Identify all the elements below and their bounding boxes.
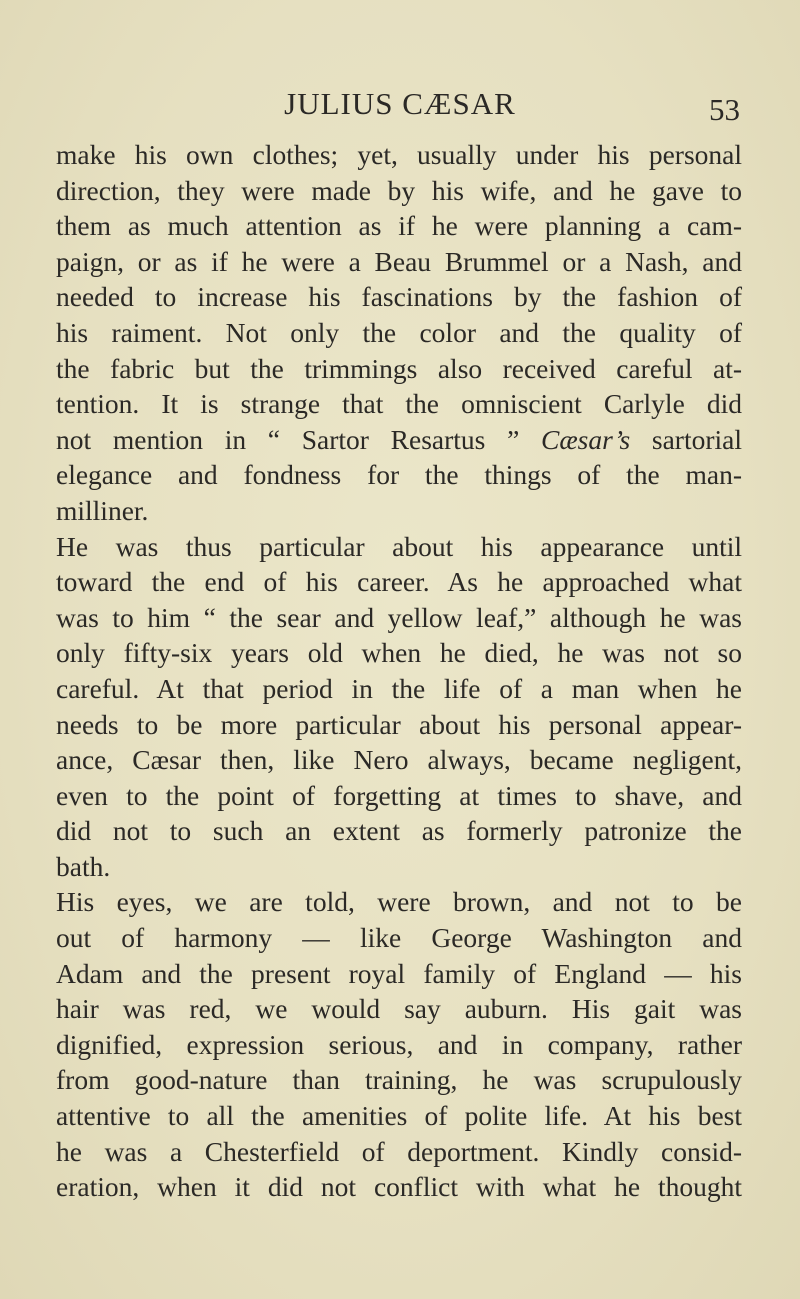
text-line: elegance and fondness for the things of the man- xyxy=(56,459,742,491)
italic-word: Cæsar’s xyxy=(541,423,631,455)
running-head xyxy=(0,86,800,126)
text-line: the fabric but the trimmings also received careful at- xyxy=(56,352,742,384)
text-line: eration, when it did not conflict with what he thought xyxy=(56,1171,742,1203)
text-line: make his own clothes; yet, usually under his personal xyxy=(56,139,742,170)
text-line: direction, they were made by his wife, and he gave to xyxy=(56,174,742,206)
text-line: did not to such an extent as formerly patronize the xyxy=(56,815,742,847)
text-line: toward the end of his career. As he approached what xyxy=(56,566,742,598)
text-line: bath. xyxy=(56,850,111,882)
text-line: careful. At that period in the life of a man when he xyxy=(56,672,742,704)
text-line: paign, or as if he were a Beau Brummel or a Nash, and xyxy=(56,245,742,277)
text-line: was to him “ the sear and yellow leaf,” although he was xyxy=(56,601,742,633)
text-line: His eyes, we are told, were brown, and not to be xyxy=(56,886,742,918)
text-line: out of harmony — like George Washington and xyxy=(56,922,742,954)
body-text xyxy=(56,137,742,1205)
text-line: he was a Chesterfield of deportment. Kindly consid- xyxy=(56,1135,742,1167)
text-line: ance, Cæsar then, like Nero always, became negligent, xyxy=(56,744,742,776)
text-line: hair was red, we would say auburn. His gait was xyxy=(56,993,742,1025)
text-line: them as much attention as if he were planning a cam- xyxy=(56,210,742,242)
text-line: Adam and the present royal family of England — his xyxy=(56,957,742,989)
text-line: even to the point of forgetting at times to shave, and xyxy=(56,779,742,811)
text-line: milliner. xyxy=(56,494,149,526)
page-number: 53 xyxy=(709,92,740,127)
running-title: JULIUS CÆSAR xyxy=(284,86,516,121)
text-line: tention. It is strange that the omniscient Carlyle did xyxy=(56,388,742,420)
text-line: his raiment. Not only the color and the quality of xyxy=(56,316,742,348)
text-line: only fifty-six years old when he died, he was not so xyxy=(56,637,742,669)
text-line: needs to be more particular about his personal appear- xyxy=(56,708,742,740)
text-line: from good-nature than training, he was scrupulously xyxy=(56,1064,742,1096)
text-line: needed to increase his fascinations by the fashion of xyxy=(56,281,742,313)
text-line: dignified, expression serious, and in company, rather xyxy=(56,1028,742,1060)
text-line: not mention in “ Sartor Resartus ” Cæsar’s sartorial xyxy=(56,423,743,455)
text-line: attentive to all the amenities of polite life. At his best xyxy=(56,1100,742,1132)
text-line: He was thus particular about his appearance until xyxy=(56,530,742,562)
